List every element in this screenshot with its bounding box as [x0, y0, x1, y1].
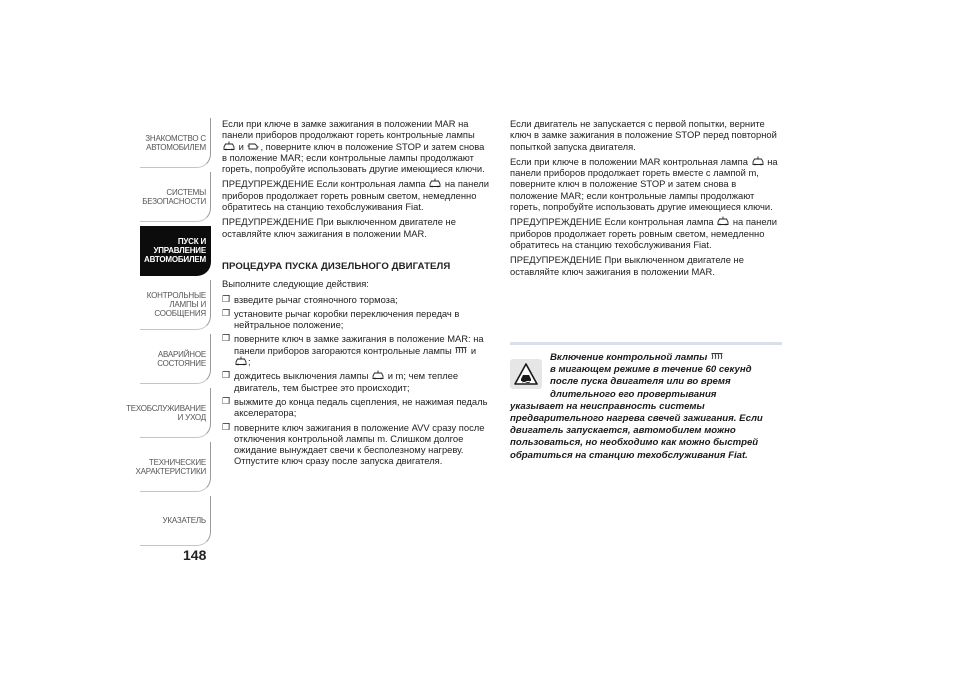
- text-column-left: [222, 118, 490, 470]
- paragraph: ПРЕДУПРЕЖДЕНИЕ При выключенном двигателе не оставляйте ключ зажигания в положении MAR.: [510, 254, 744, 277]
- car-key-icon: [372, 370, 384, 380]
- list-item: ❒ установите рычаг коробки переключения передач в нейтральное положение;: [222, 307, 460, 331]
- paragraph: Выполните следующие действия:: [222, 278, 369, 290]
- list-item: ❒ поверните ключ зажигания в положение AVV сразу после отключения контрольной лампы m. Слишком долгое ожидание вынуждает свечи к бесполезному нагреву. Отпустите ключ сразу после запуска двигателя.: [222, 421, 485, 467]
- warning-text: в мигающем режиме в течение 60 секунд: [550, 364, 752, 376]
- list-item: ❒ поверните ключ в замке зажигания в положение MAR: на панели приборов загораются контрольные лампы и ;: [222, 333, 484, 368]
- paragraph: ПРЕДУПРЕЖДЕНИЕ Если контрольная лампа на панели приборов продолжает гореть ровным светом, немедленно обратитесь на станцию техобслуживания Fiat.: [222, 178, 489, 213]
- warning-note: [510, 342, 782, 462]
- list-item: ❒ дождитесь выключения лампы и m; чем теплее двигатель, тем быстрее это происходит;: [222, 370, 459, 393]
- warning-text: длительного его провертывания: [550, 388, 717, 400]
- chapter-tab-1[interactable]: ЗНАКОМСТВО С АВТОМОБИЛЕМ: [140, 118, 211, 168]
- car-key-icon: [752, 156, 764, 166]
- list-item: ❒ взведите рычаг стояночного тормоза;: [222, 293, 398, 305]
- page-number: 148: [183, 547, 207, 563]
- paragraph: Если при ключе в положении MAR контрольная лампа на панели приборов продолжает гореть вместе с лампой m, поверните ключ в положение STOP и затем снова в положение MAR; если контрольные лампы продолжают гореть, попробуйте использовать другие имеющиеся ключи.: [510, 155, 778, 213]
- chapter-tab-8[interactable]: УКАЗАТЕЛЬ: [140, 496, 211, 546]
- car-key-icon: [717, 216, 729, 226]
- chapter-tab-6[interactable]: ТЕХОБСЛУЖИВАНИЕ И УХОД: [140, 388, 211, 438]
- warning-text: после пуска двигателя или во время: [550, 376, 731, 388]
- paragraph: ПРЕДУПРЕЖДЕНИЕ Если контрольная лампа на панели приборов продолжает гореть ровным светом, немедленно обратитесь на станцию техобслуживания Fiat.: [510, 216, 777, 250]
- section-heading: ПРОЦЕДУРА ПУСКА ДИЗЕЛЬНОГО ДВИГАТЕЛЯ: [222, 260, 451, 272]
- warning-text: Включение контрольной лампы: [550, 352, 708, 363]
- engine-fault-icon: [247, 141, 259, 151]
- chapter-tab-7[interactable]: ТЕХНИЧЕСКИЕ ХАРАКТЕРИСТИКИ: [140, 442, 211, 492]
- chapter-tab-2[interactable]: СИСТЕМЫ БЕЗОПАСНОСТИ: [140, 172, 211, 222]
- paragraph: Если при ключе в замке зажигания в положении MAR на панели приборов продолжают гореть контрольные лампы и , поверните ключ в положение STOP и затем снова в положение MAR; если контрольные лампы продолжают гореть, попробуйте использовать другие имеющиеся ключи.: [222, 118, 485, 175]
- car-key-icon: [429, 178, 441, 188]
- list-item: ❒ выжмите до конца педаль сцепления, не нажимая педаль акселератора;: [222, 395, 488, 419]
- paragraph: Если двигатель не запускается с первой попытки, верните ключ в замке зажигания в положение STOP перед повторной попыткой запуска двигателя.: [510, 118, 777, 152]
- warning-text: указывает на неисправность системы предварительного нагрева свечей зажигания. Если двигатель запускается, автомобилем можно пользоваться, но необходимо как можно быстрей обратиться на станцию техобслуживания Fiat.: [510, 400, 763, 461]
- chapter-sidebar: [126, 118, 211, 550]
- car-key-icon: [235, 356, 247, 366]
- text-column-right: [510, 118, 782, 281]
- paragraph: ПРЕДУПРЕЖДЕНИЕ При выключенном двигателе не оставляйте ключ зажигания в положении MAR.: [222, 216, 456, 239]
- car-key-icon: [223, 141, 235, 151]
- glow-plug-icon: [455, 345, 467, 355]
- warning-triangle-icon: [510, 359, 542, 389]
- glow-plug-icon: [711, 351, 723, 361]
- chapter-tab-3[interactable]: ПУСК И УПРАВЛЕНИЕ АВТОМОБИЛЕМ: [140, 226, 211, 276]
- chapter-tab-5[interactable]: АВАРИЙНОЕ СОСТОЯНИЕ: [140, 334, 211, 384]
- chapter-tab-4[interactable]: КОНТРОЛЬНЫЕ ЛАМПЫ И СООБЩЕНИЯ: [140, 280, 211, 330]
